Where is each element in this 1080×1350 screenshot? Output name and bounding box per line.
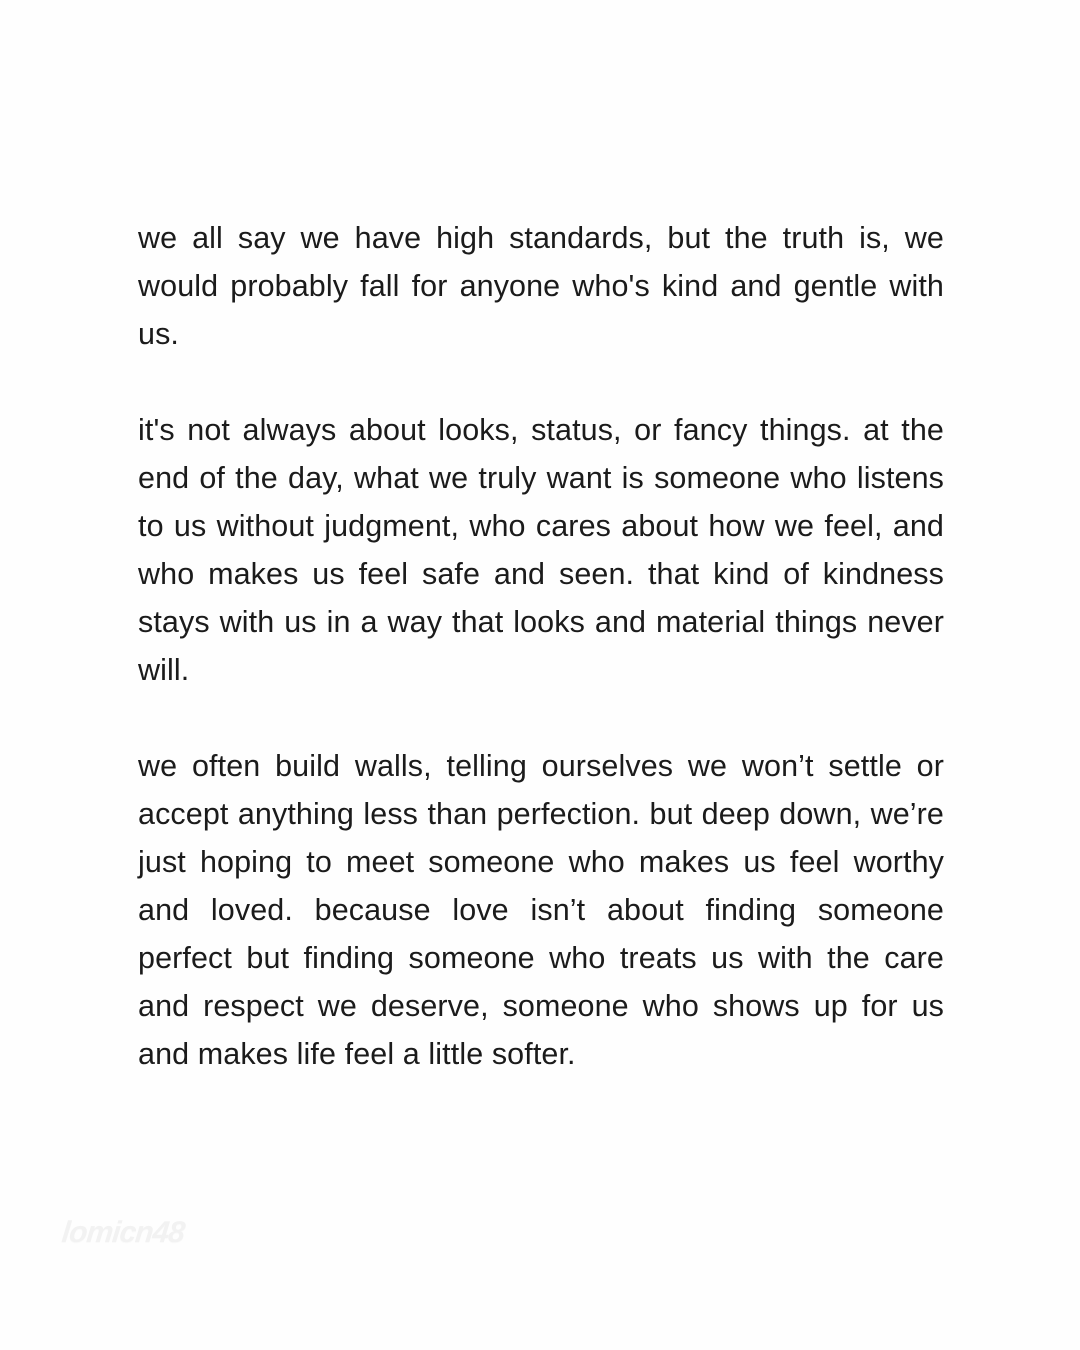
paragraph-1: we all say we have high standards, but the truth is, we would probably fall for anyone who's kind and gentle with us. <box>138 221 944 351</box>
paragraph-2: it's not always about looks, status, or fancy things. at the end of the day, what we truly want is someone who listens to us without judgment, who cares about how we feel, and who makes us feel safe and seen. that kind of kindness stays with us in a way that looks and material things never will. <box>138 413 944 687</box>
watermark-logo: lomicn48 <box>60 1216 186 1249</box>
text-body <box>138 214 944 1078</box>
paragraph-3: we often build walls, telling ourselves we won’t settle or accept anything less than perfection. but deep down, we’re just hoping to meet someone who makes us feel worthy and loved. because love isn’t about finding someone perfect but finding someone who treats us with the care and respect we deserve, someone who shows up for us and makes life feel a little softer. <box>138 749 944 1071</box>
